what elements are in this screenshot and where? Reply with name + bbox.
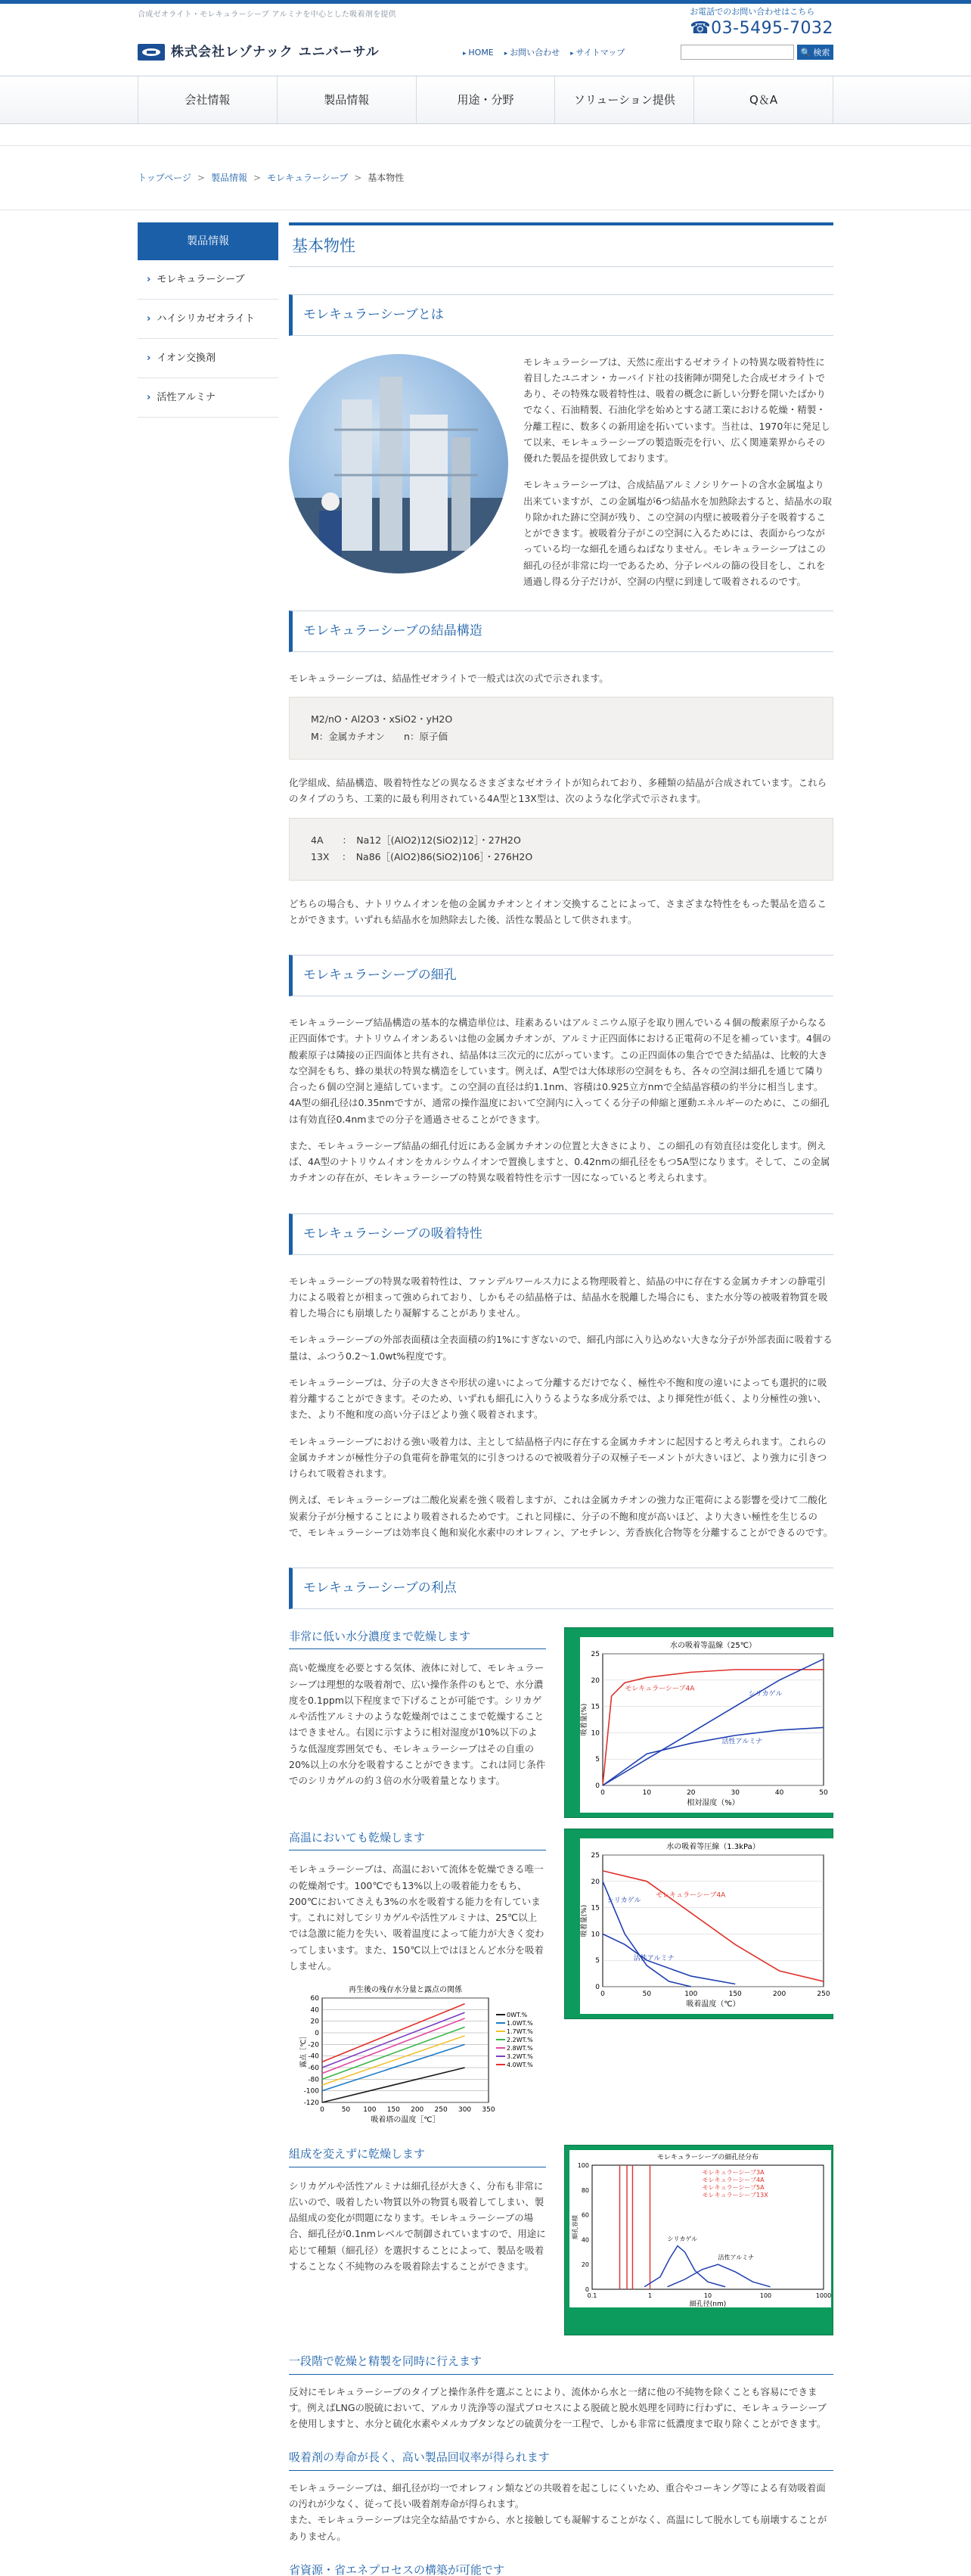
type-formula-box	[289, 818, 833, 881]
x-tick-label: 10	[642, 1788, 652, 1797]
x-tick-label: 100	[684, 1990, 698, 1998]
series-label: 活性アルミナ	[721, 1738, 763, 1746]
gnav-qa[interactable]: Q＆A	[693, 76, 833, 123]
formula-4a: 4A ： Na12［(AlO2)12(SiO2)12］・27H2O	[311, 834, 521, 846]
utility-nav	[463, 46, 625, 61]
formula-13x: 13X ： Na86［(AlO2)86(SiO2)106］・276H2O	[311, 851, 533, 863]
y-tick-label: 15	[591, 1904, 600, 1913]
adsorption-paragraph-3: モレキュラーシーブは、分子の大きさや形状の違いによって分離するだけでなく、極性や不飽和度の違いによっても選択的に吸着分離することができます。そのため、いずれも細孔に入りうるような多成分系では、より揮発性が低く、より分極性の強い、また、より不飽和度の高い分子ほどより強く吸着されます。	[289, 1376, 827, 1421]
y-tick-label: 15	[591, 1703, 600, 1711]
series-label: 活性アルミナ	[633, 1955, 675, 1963]
x-tick-label: 1000	[815, 2292, 832, 2300]
chart-pore-distribution	[564, 2145, 833, 2335]
plot-area	[322, 1998, 489, 2102]
y-tick-label: 0	[595, 1983, 600, 1991]
legend-label: モレキュラーシーブ5A	[702, 2184, 765, 2192]
crystal-paragraph-3: どちらの場合も、ナトリウムイオンを他の金属カチオンとイオン交換することによって、さまざまな特性をもった製品を造ることができます。いずれも結晶水を加熱除去した後、活性な製品として供されます。	[289, 897, 827, 925]
chart-title: 水の吸着等圧線（1.3kPa）	[666, 1842, 760, 1851]
intro-paragraph-1: モレキュラーシーブは、天然に産出するゼオライトの特異な吸着特性に着目したユニオン・カーバイド社の技術陣が開発した合成ゼオライトであり、その特殊な吸着特性は、吸着の概念に新しい分野を開いたばかりでなく、石油精製、石油化学を始めとする諸工業における乾燥・精製・分離工程に、数多くの新用途を拓いています。当社は、1970年に発足して以来、モレキュラーシーブの製造販売を行い、広く関連業界からその優れた製品を提供致しております。	[523, 356, 830, 465]
advantage-text-3: シリカゲルや活性アルミナは細孔径が大きく、分布も非常に広いので、吸着したい物質以外の物質も吸着してしまい、製品組成の変化が問題になります。モレキュラーシーブの場合、細孔径が0.1nmレベルで制御されていますので、用途に応じて種類（細孔径）を選択することによって、製品を吸着することなく不純物のみを吸着除去することができます。	[289, 2180, 546, 2272]
x-tick-label: 0	[600, 1990, 605, 1998]
series-line	[322, 2012, 465, 2068]
company-logo[interactable]	[138, 42, 380, 64]
logo-mark-icon	[138, 44, 165, 61]
chart-panel	[569, 2150, 831, 2307]
series-line	[322, 2068, 465, 2102]
x-tick-label: 50	[642, 1990, 652, 1998]
x-axis-label: 吸着温度（℃）	[686, 2000, 740, 2009]
chart-pore-svg	[565, 2146, 834, 2313]
x-tick-label: 50	[819, 1788, 828, 1797]
y-tick-label: -100	[303, 2087, 319, 2096]
series-label: モレキュラーシーブ4A	[625, 1685, 695, 1693]
breadcrumb-products[interactable]: 製品情報	[210, 172, 247, 183]
breadcrumb: トップページ > 製品情報 > モレキュラーシーブ > 基本物性	[138, 172, 405, 183]
intro-paragraph-2: モレキュラーシーブは、合成結晶アルミノシリケートの含水金属塩より出来ていますが、この金属塩が6つ結晶水を加熱除去すると、結晶水の取り除かれた跡に空洞が残り、この空洞の内壁に被吸着分子を吸着することができます。被吸着分子がこの空洞に入るためには、表面からつながっている均一な細孔を通らねばなりません。モレキュラーシーブはこの細孔の径が非常に均一であるため、分子レベルの篩の役目をし、これを通過し得る分子だけが、空洞の内壁に到達して吸着されるのです。	[523, 479, 832, 587]
advantage-text-2: モレキュラーシーブは、高温において流体を乾燥できる唯一の乾燥剤です。100℃でも13%以上の吸着能力をもち、200℃においてさえも3%の水を吸着する能力を有しています。これに対してシリカゲルや活性アルミナは、25℃以上では急激に能力を失い、吸着温度によって能力が大きく変わってしまいます。また、150℃以上ではほとんど水分を吸着しません。	[289, 1863, 544, 1972]
chart-title: モレキュラーシーブの細孔径分布	[656, 2154, 759, 2162]
advantage-text-1: 高い乾燥度を必要とする気体、液体に対して、モレキュラーシーブは理想的な吸着剤で、広い操作条件のもとで、水分濃度を0.1ppm以下程度まで下げることが可能です。シリカゲルや活性アルミナのような乾燥剤ではここまで乾燥することはできません。右図に示すように相対湿度が10%以下のような低湿度雰囲気でも、モレキュラーシーブはその自重の20%以上の水分を吸着することができます。これは同じ条件でのシリカゲルの約３倍の水分吸着量となります。	[289, 1662, 546, 1787]
advantage-high-temp	[289, 1829, 833, 2134]
x-axis-label: 吸着塔の温度［℃］	[371, 2116, 440, 2125]
chart-title: 水の吸着等温線（25℃）	[670, 1641, 756, 1650]
adsorption-paragraph-5: 例えば、モレキュラーシーブは二酸化炭素を強く吸着しますが、これは金属カチオンの強力な正電荷による影響を受けて二酸化炭素分子が分極することにより吸着されるためです。これと同様に、分子の不飽和度が高いほど、より大きい極性を生じるので、モレキュラーシーブは効率良く飽和炭化水素中のオレフィン、アセチレン、芳香族化合物等を分離することができるのです。	[289, 1494, 833, 1538]
y-tick-label: -80	[308, 2076, 319, 2084]
advantage-composition	[289, 2145, 833, 2335]
legend-label: 2.2WT.%	[507, 2037, 533, 2044]
adsorption-paragraph-2: モレキュラーシーブの外部表面積は全表面積の約1%にすぎないので、細孔内部に入り込めない大きな分子が外部表面に吸着する量は、ふつう0.2〜1.0wt%程度です。	[289, 1334, 833, 1362]
breadcrumb-current: 基本物性	[368, 172, 405, 183]
y-tick-label: 20	[310, 2018, 319, 2026]
search-input[interactable]	[681, 45, 794, 60]
x-tick-label: 200	[411, 2106, 424, 2115]
phone-contact	[690, 5, 833, 38]
sidebar-title[interactable]: 製品情報	[138, 222, 278, 260]
y-axis-label: 吸着量(%)	[581, 1904, 588, 1937]
advantage-heading-2: 高温においても乾燥します	[289, 1829, 546, 1851]
crystal-paragraph-1: モレキュラーシーブは、結晶性ゼオライトで一般式は次の式で示されます。	[289, 672, 609, 684]
general-formula: M2/nO・Al2O3・xSiO2・yH2O	[311, 713, 453, 726]
x-tick-label: 250	[817, 1990, 830, 1998]
phone-number[interactable]: ☎03-5495-7032	[690, 18, 833, 38]
pores-paragraph-2: また、モレキュラーシーブ結晶の細孔付近にある金属カチオンの位置と大きさにより、この細孔の有効直径は変化します。例えば、4A型のナトリウムイオンをカルシウムイオンで置換しますと、0.42nmの細孔径をもつ5A型になります。そして、この金属カチオンの存在が、モレキュラーシーブの特異な吸着特性を示す一因になっていると考えられます。	[289, 1139, 830, 1184]
chart-isotherm	[564, 1627, 833, 1818]
sidebar-item-high-silica[interactable]: › ハイシリカゼオライト	[138, 300, 278, 339]
site-search	[681, 45, 833, 60]
utility-home-link[interactable]: ▸ HOME	[463, 46, 494, 61]
y-axis-label: 吸着量(%)	[581, 1703, 588, 1736]
y-tick-label: 100	[577, 2162, 589, 2170]
gnav-solutions[interactable]: ソリューション提供	[554, 76, 693, 123]
intro-block	[289, 354, 833, 601]
crystal-paragraph-2: 化学組成、結晶構造、吸着特性などの異なるさまざまなゼオライトが知られており、多種類の結晶が合成されています。これらのタイプのうち、工業的に最も利用されている4A型と13X型は、次のような化学式で示されます。	[289, 777, 827, 805]
x-tick-label: 1	[647, 2292, 653, 2300]
advantage-heading-5: 吸着剤の寿命が長く、高い製品回収率が得られます	[289, 2448, 833, 2471]
y-axis-label: 露点［℃］	[300, 2033, 308, 2068]
adsorption-paragraph-1: モレキュラーシーブの特異な吸着特性は、ファンデルワールス力による物理吸着と、結晶の中に存在する金属カチオンの静電引力による吸着とが相まって強められており、しかもその結晶格子は、結晶水を脱離した場合にも、また水分等の被吸着物質を吸着した場合にも崩壊したり凝解することがありません。	[289, 1275, 828, 1319]
y-tick-label: 20	[591, 1878, 600, 1886]
series-label: シリカゲル	[748, 1690, 783, 1698]
sidebar-item-ion-exchange[interactable]: › イオン交換剤	[138, 339, 278, 378]
y-tick-label: 5	[595, 1957, 600, 1965]
y-tick-label: 10	[591, 1729, 600, 1738]
x-tick-label: 40	[774, 1788, 784, 1797]
x-tick-label: 200	[773, 1990, 786, 1998]
chart-title: 再生後の残存水分量と露点の関係	[349, 1986, 462, 1995]
legend-label: モレキュラーシーブ3A	[702, 2169, 765, 2177]
x-tick-label: 50	[341, 2106, 351, 2115]
x-tick-label: 100	[363, 2106, 377, 2115]
breadcrumb-top[interactable]: トップページ	[138, 172, 191, 183]
series-label: シリカゲル	[667, 2236, 698, 2243]
y-tick-label: 60	[310, 1995, 319, 2003]
x-tick-label: 30	[731, 1788, 740, 1797]
formula-legend: M：金属カチオン n：原子価	[311, 730, 448, 742]
global-nav-bar	[0, 76, 971, 124]
series-label: 活性アルミナ	[718, 2254, 755, 2261]
y-tick-label: 60	[581, 2211, 589, 2219]
x-axis-label: 細孔径(nm)	[689, 2301, 727, 2309]
legend-label: 3.2WT.%	[507, 2053, 533, 2061]
y-tick-label: 20	[591, 1676, 600, 1685]
x-axis-label: 相対湿度（%）	[687, 1798, 740, 1807]
advantage-heading-3: 組成を変えずに乾燥します	[289, 2145, 546, 2167]
x-tick-label: 350	[482, 2106, 495, 2115]
legend-label: モレキュラーシーブ13X	[702, 2192, 768, 2199]
site-tagline: 合成ゼオライト・モレキュラーシーブ アルミナを中心とした吸着剤を提供	[138, 11, 396, 19]
sidebar-item-molecular-sieve[interactable]: › モレキュラーシーブ	[138, 260, 278, 300]
y-tick-label: 0	[585, 2286, 589, 2294]
main-content	[289, 222, 833, 2576]
y-tick-label: -40	[308, 2052, 319, 2061]
legend-label: モレキュラーシーブ4A	[702, 2177, 765, 2184]
section-heading-advantages: モレキュラーシーブの利点	[289, 1568, 833, 1609]
chart-panel	[580, 1637, 834, 1813]
legend-label: 0WT.%	[507, 2012, 528, 2019]
y-tick-label: 40	[581, 2236, 589, 2244]
y-tick-label: 25	[591, 1650, 600, 1658]
x-tick-label: 150	[728, 1990, 742, 1998]
advantage-low-moisture	[289, 1627, 833, 1818]
advantage-text-4: 反対にモレキュラーシーブのタイプと操作条件を選ぶことにより、流体から水と一緒に他の不純物を除くことも容易にできます。例えばLNGの脱硫において、アルカリ洗浄等の湿式プロセスによる脱硫と脱水処理を同時に行わずに、モレキュラーシーブを使用しますと、水分と硫化水素やメルカプタンなどの硫黄分を一工程で、しかも非常に低濃度まで取り除くことができます。	[289, 2385, 827, 2430]
y-tick-label: 25	[591, 1851, 600, 1860]
sidebar	[138, 222, 278, 418]
chart-dewpoint-svg	[289, 1984, 546, 2128]
utility-contact-link[interactable]: ▸ お問い合わせ	[504, 46, 560, 61]
x-tick-label: 0.1	[587, 2292, 597, 2300]
sidebar-item-activated-alumina[interactable]: › 活性アルミナ	[138, 378, 278, 418]
x-tick-label: 150	[386, 2106, 400, 2115]
series-line	[322, 2036, 465, 2085]
utility-sitemap-link[interactable]: ▸ サイトマップ	[570, 46, 625, 61]
y-tick-label: -120	[303, 2099, 319, 2108]
y-tick-label: 80	[581, 2187, 589, 2195]
y-tick-label: 0	[315, 2030, 319, 2038]
gnav-applications[interactable]: 用途・分野	[416, 76, 555, 123]
x-tick-label: 0	[320, 2106, 324, 2115]
x-tick-label: 10	[703, 2292, 712, 2300]
advantage-heading-4: 一段階で乾燥と精製を同時に行えます	[289, 2352, 833, 2375]
y-tick-label: 40	[310, 2006, 319, 2015]
x-tick-label: 20	[687, 1788, 696, 1797]
y-tick-label: 5	[595, 1756, 600, 1764]
breadcrumb-molecular-sieve[interactable]: モレキュラーシーブ	[267, 172, 349, 183]
x-tick-label: 100	[759, 2292, 772, 2300]
advantage-text-5: モレキュラーシーブは、細孔径が均一でオレフィン類などの共吸着を起こしにくいため、重合やコーキング等による有効吸着面の汚れが少なく、従って長い吸着剤寿命が得られます。 また、モレキュラーシーブは完全な結晶ですから、水と接触しても凝解することがなく、高温にして脱水しても崩壊することがありません。	[289, 2481, 827, 2542]
plant-photo	[289, 354, 508, 573]
general-formula-box	[289, 697, 833, 760]
chart-isobar	[564, 1829, 833, 2019]
chart-isotherm-svg	[565, 1628, 834, 1819]
y-tick-label: -60	[308, 2065, 319, 2073]
y-tick-label: 10	[591, 1931, 600, 1939]
pores-paragraph-1: モレキュラーシーブ結晶構造の基本的な構造単位は、珪素あるいはアルミニウム原子を取り囲んでいる４個の酸素原子からなる正四面体です。ナトリウムイオンあるいは他の金属カチオンが、アルミナ正四面体における正電荷の不足を補っています。4個の酸素原子は隣接の正四面体と共有され、結晶体は三次元的に広がっています。この正四面体の集合でできた結晶は、比較的大きな空洞をもち、蜂の巣状の特異な構造をしています。例えば、A型では大体球形の空洞をもち、各々の空洞は細孔を通じて隣り合った６個の空洞と連結しています。この空洞の直径は約1.1nm、容積は0.925立方nmで全結晶容積の約半分に相当します。 4A型の細孔径は0.35nmですが、通常の操作温度において空洞内に入ってくる分子の伸縮と運動エネルギーのために、この細孔は有効直径0.4nmまでの分子を通過させることができます。	[289, 1017, 831, 1125]
y-tick-label: 20	[581, 2261, 589, 2269]
chart-isobar-svg	[565, 1829, 834, 2020]
series-label: モレキュラーシーブ4A	[656, 1891, 726, 1900]
gnav-products[interactable]: 製品情報	[277, 76, 416, 123]
x-tick-label: 250	[434, 2106, 448, 2115]
y-axis-label: 細孔容積	[572, 2215, 579, 2240]
x-tick-label: 300	[458, 2106, 472, 2115]
y-tick-label: -20	[308, 2041, 319, 2049]
adsorption-paragraph-4: モレキュラーシーブにおける強い吸着力は、主として結晶格子内に存在する金属カチオンに起因すると考えられます。これらの金属カチオンが極性分子の負電荷を静電気的に引きつけるので被吸着分子の双極子モーメントが大きいほど、より強力に引きつけられて吸着されます。	[289, 1435, 827, 1479]
legend-label: 1.0WT.%	[507, 2020, 533, 2028]
page-title: 基本物性	[289, 222, 833, 267]
section-heading-what-is: モレキュラーシーブとは	[289, 294, 833, 336]
advantage-heading-6: 省資源・省エネプロセスの構築が可能です	[289, 2561, 833, 2576]
site-header	[138, 4, 833, 76]
chart-panel	[580, 1838, 834, 2014]
y-tick-label: 0	[595, 1782, 600, 1790]
advantage-heading-1: 非常に低い水分濃度まで乾燥します	[289, 1627, 546, 1650]
gnav-company[interactable]: 会社情報	[138, 76, 277, 123]
section-heading-adsorption: モレキュラーシーブの吸着特性	[289, 1213, 833, 1255]
logo-text: 株式会社レゾナック ユニバーサル	[171, 45, 380, 60]
legend-label: 4.0WT.%	[507, 2062, 533, 2069]
section-heading-crystal: モレキュラーシーブの結晶構造	[289, 611, 833, 652]
legend-label: 1.7WT.%	[507, 2028, 533, 2036]
x-tick-label: 0	[600, 1788, 605, 1797]
series-line	[322, 2018, 465, 2074]
search-button[interactable]: 🔍 検索	[797, 45, 833, 60]
section-heading-pores: モレキュラーシーブの細孔	[289, 955, 833, 996]
legend-label: 2.8WT.%	[507, 2045, 533, 2052]
series-label: シリカゲル	[606, 1897, 641, 1905]
phone-label: お電話でのお問い合わせはこちら	[690, 7, 815, 17]
